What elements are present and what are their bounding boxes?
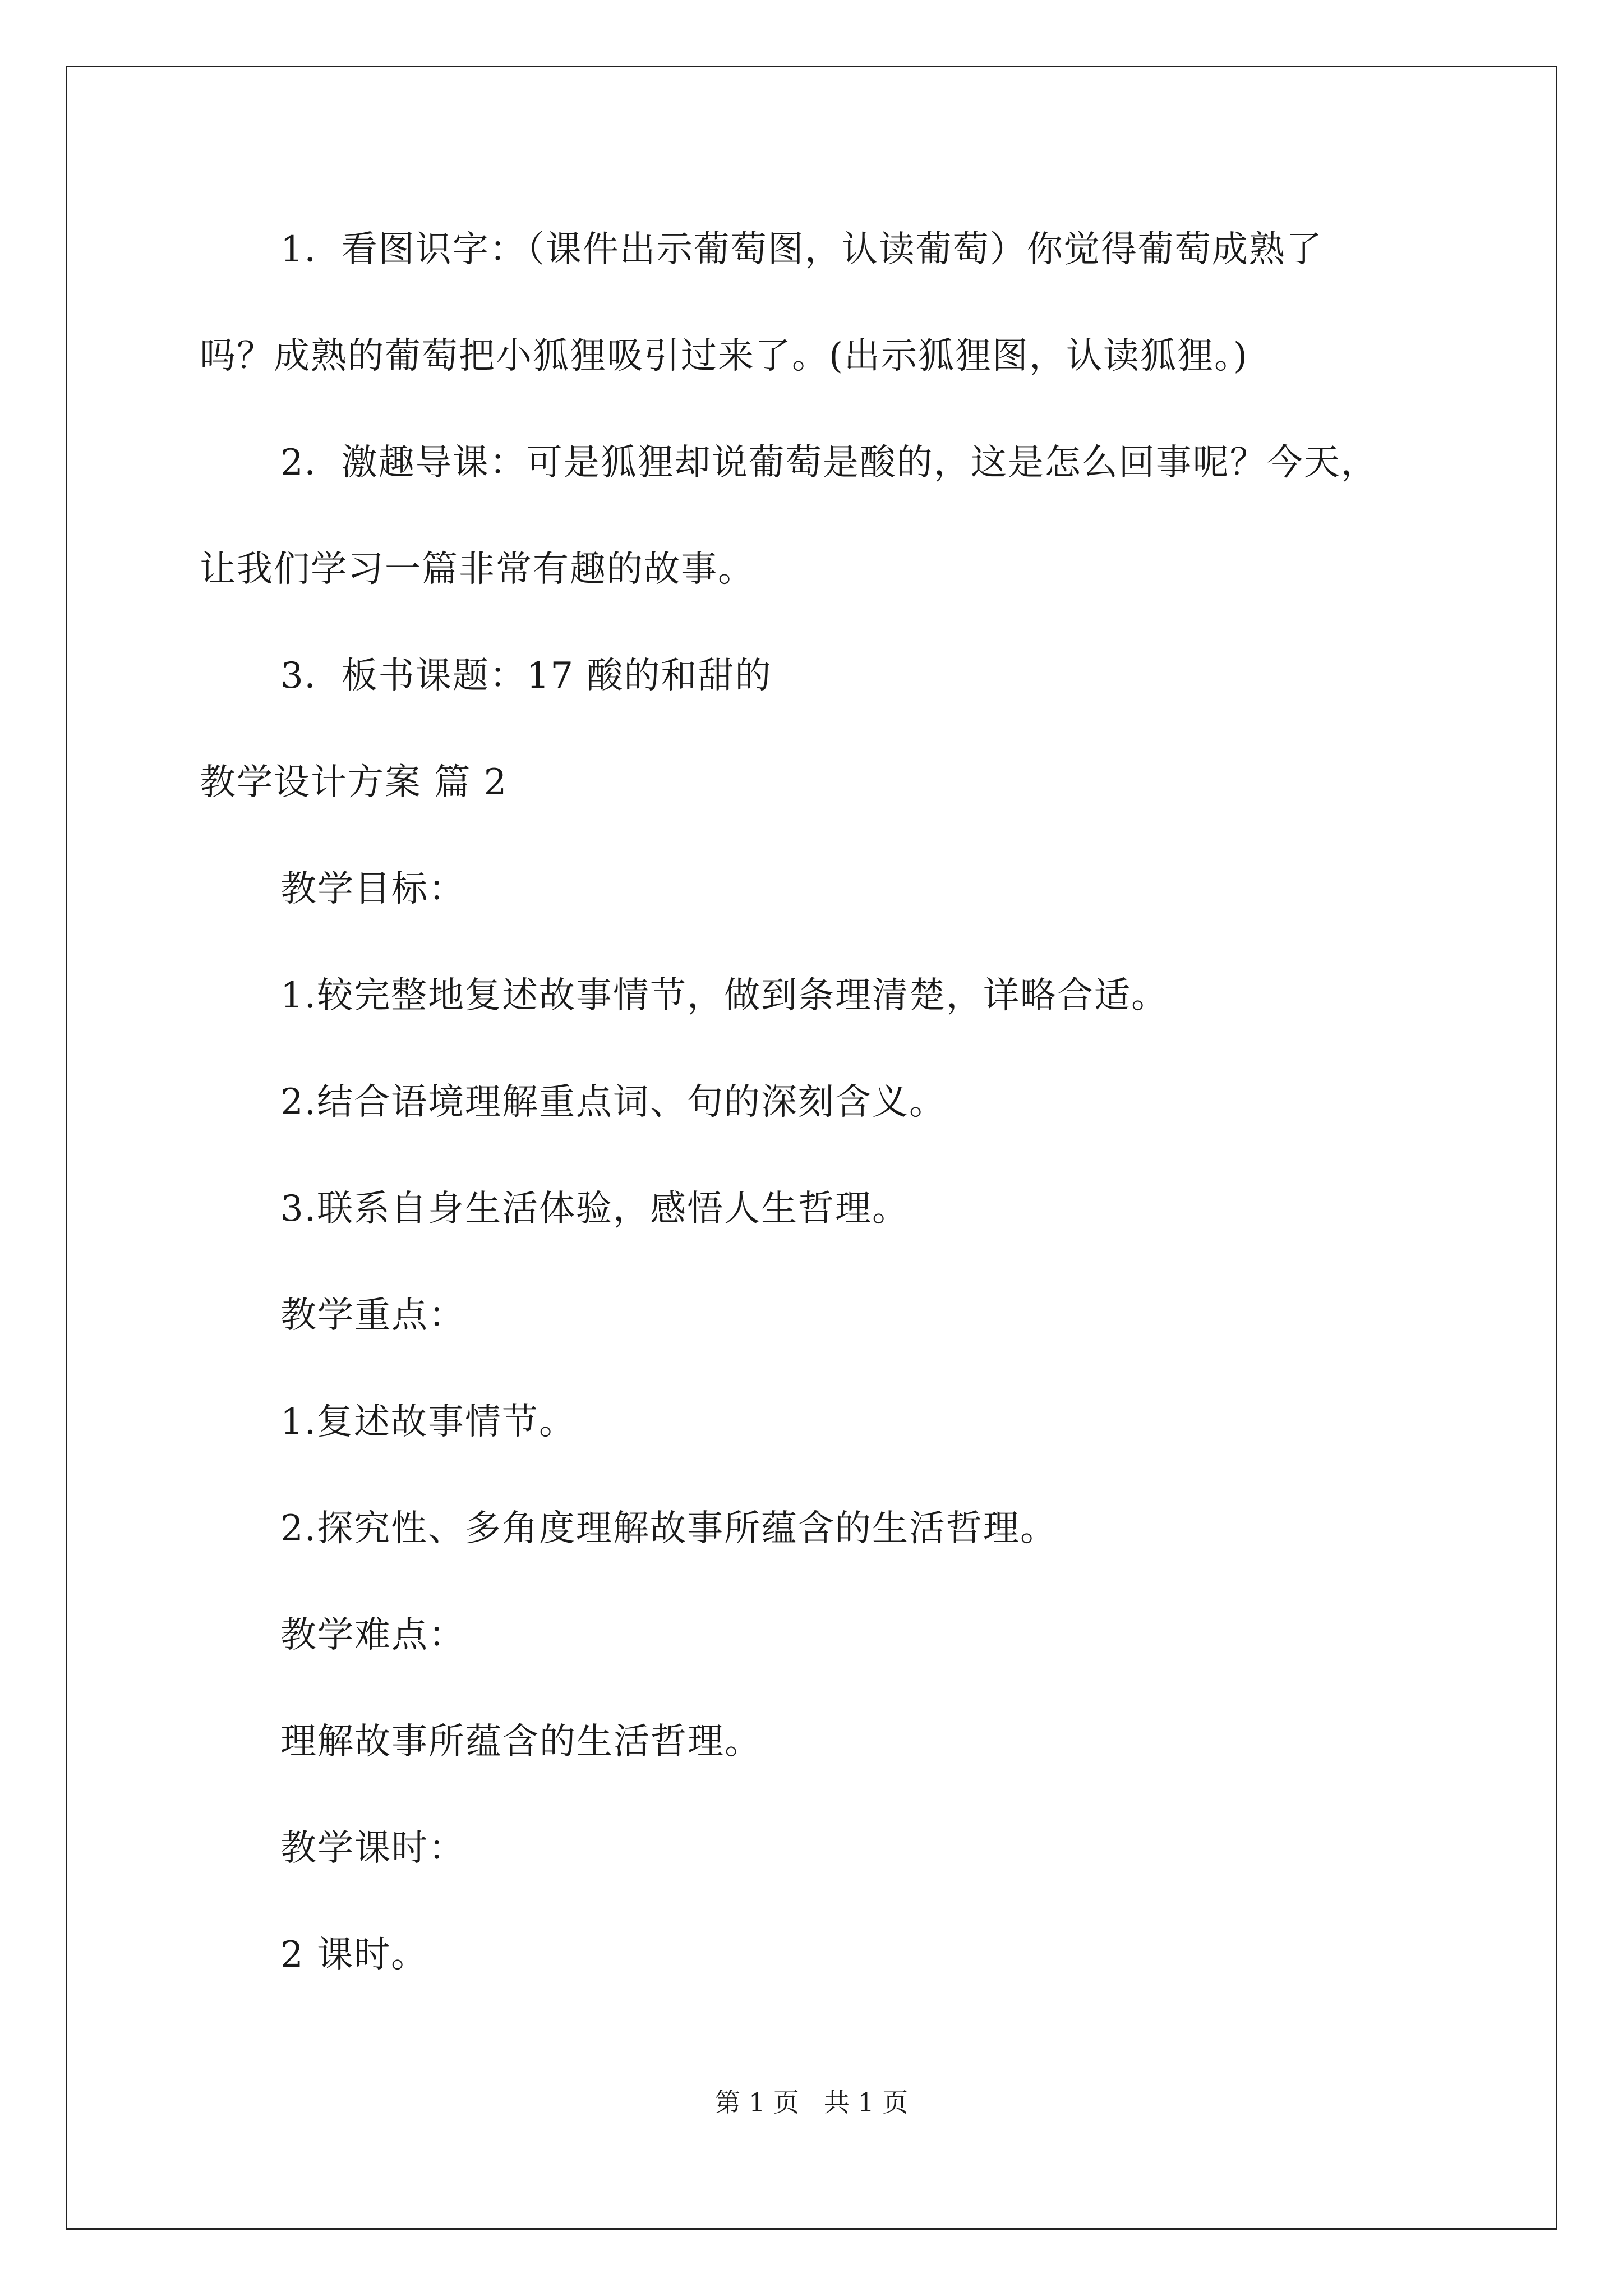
label-difficulties: 教学难点： bbox=[280, 1614, 465, 1656]
page-footer: 第 1 页 共 1 页 bbox=[714, 2087, 909, 2118]
goal-item-1: 1.较完整地复述故事情节，做到条理清楚，详略合适。 bbox=[280, 975, 1169, 1016]
label-key-points: 教学重点： bbox=[280, 1295, 465, 1336]
key-point-1: 1.复述故事情节。 bbox=[280, 1401, 577, 1443]
paragraph-intro-2-cont: 让我们学习一篇非常有趣的故事。 bbox=[200, 549, 755, 590]
paragraph-intro-2: 2．激趣导课：可是狐狸却说葡萄是酸的，这是怎么回事呢？今天， bbox=[280, 442, 1378, 484]
difficulty-item: 理解故事所蕴含的生活哲理。 bbox=[280, 1721, 762, 1763]
class-hours-value: 2 课时。 bbox=[280, 1934, 428, 1976]
page-frame bbox=[66, 66, 1557, 2230]
paragraph-intro-1: 1．看图识字：（课件出示葡萄图，认读葡萄）你觉得葡萄成熟了 bbox=[280, 229, 1323, 270]
goal-item-3: 3.联系自身生活体验，感悟人生哲理。 bbox=[280, 1188, 910, 1230]
label-teaching-goals: 教学目标： bbox=[280, 868, 465, 910]
paragraph-intro-3: 3．板书课题：17 酸的和甜的 bbox=[280, 655, 772, 697]
label-class-hours: 教学课时： bbox=[280, 1828, 465, 1869]
goal-item-2: 2.结合语境理解重点词、句的深刻含义。 bbox=[280, 1082, 947, 1123]
key-point-2: 2.探究性、多角度理解故事所蕴含的生活哲理。 bbox=[280, 1508, 1058, 1549]
paragraph-intro-1-cont: 吗？成熟的葡萄把小狐狸吸引过来了。(出示狐狸图，认读狐狸。) bbox=[200, 335, 1248, 377]
section-heading: 教学设计方案 篇 2 bbox=[200, 762, 508, 803]
